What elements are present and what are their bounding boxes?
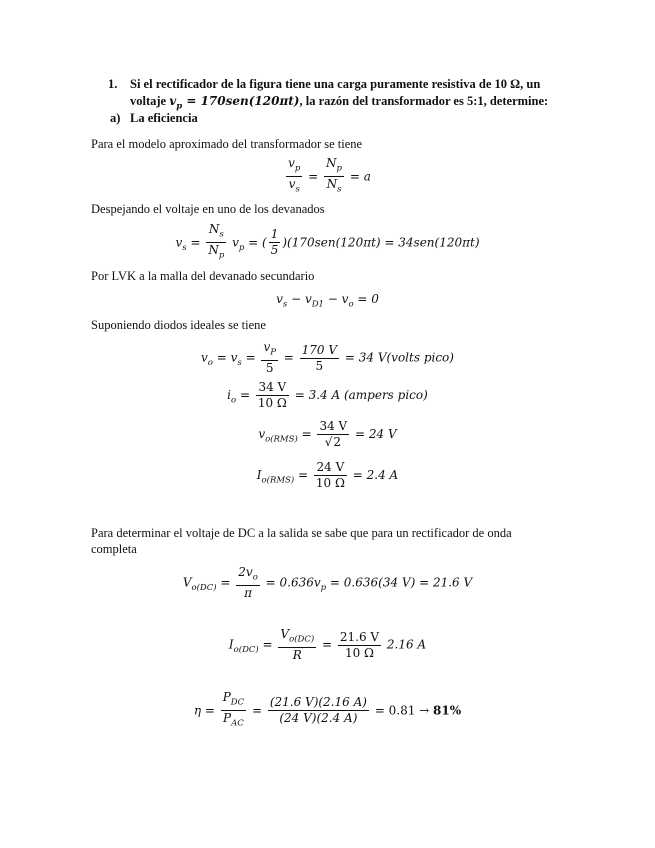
- paragraph-dc-voltage-line2: completa: [91, 542, 137, 556]
- efficiency-result: 81%: [433, 703, 462, 718]
- paragraph-winding-voltage: Despejando el voltaje en uno de los devanados: [91, 202, 325, 216]
- problem-number: 1.: [108, 77, 118, 91]
- equation-rms-current: $I_{o(RMS)}$ = $\frac{24 V}{10 \Omega}$ = 2.4 A: [256, 460, 399, 490]
- equation-kvl: $v_s - v_{D1} - v_o = 0$: [276, 292, 379, 310]
- equation-dc-voltage: $V_{o(DC)}$ = $\frac{2v_o}{\pi}$ = $0.636v_p = 0.636(34$ V) = 21.6 V: [182, 565, 473, 601]
- equation-output-voltage: $v_o = v_s$ = $\frac{v_P}{5}$ = $\frac{170 V}{5}$ = 34 V(volts pico): [201, 340, 454, 376]
- equation-efficiency: η = $\frac{P_{DC}}{P_{AC}}$ = $\frac{(21.6 V)(2.16 A)}{(24 V)(2.4 A)}$ = 0.81 → 81%: [193, 690, 462, 729]
- problem-text-line2: voltaje $v_p = 170sen(120\pi t)$, la razón del transformador es 5:1, determine:: [130, 94, 549, 112]
- equation-rms-voltage: $v_{o(RMS)}$ = $\frac{34 V}{√2}$ = 24 V: [258, 419, 397, 449]
- equation-output-current: $i_o$ = $\frac{34 V}{10 \Omega}$ = 3.4 A (ampers pico): [227, 380, 428, 410]
- equation-turns-ratio: $\frac{v_p}{v_s}$ = $\frac{N_p}{N_s}$ = a: [288, 156, 371, 195]
- equation-secondary-voltage: $v_s$ = $\frac{N_s}{N_p}$ $v_p$ = ( $\frac{1}{5}$ )(170sen(120πt) = 34sen(120πt): [175, 222, 480, 261]
- paragraph-ideal-diodes: Suponiendo diodos ideales se tiene: [91, 318, 266, 332]
- part-label: a): [110, 111, 121, 125]
- part-text: La eficiencia: [130, 111, 198, 125]
- problem-text-line1: Si el rectificador de la figura tiene una carga puramente resistiva de 10 Ω, un: [130, 77, 541, 91]
- equation-dc-current: $I_{o(DC)}$ = $\frac{V_{o(DC)}}{R}$ = $\frac{21.6 V}{10 \Omega}$ 2.16 A: [228, 627, 427, 663]
- paragraph-kvl: Por LVK a la malla del devanado secundario: [91, 269, 315, 283]
- paragraph-dc-voltage-line1: Para determinar el voltaje de DC a la salida se sabe que para un rectificador de onda: [91, 526, 512, 540]
- paragraph-transformer-model: Para el modelo aproximado del transformador se tiene: [91, 137, 363, 151]
